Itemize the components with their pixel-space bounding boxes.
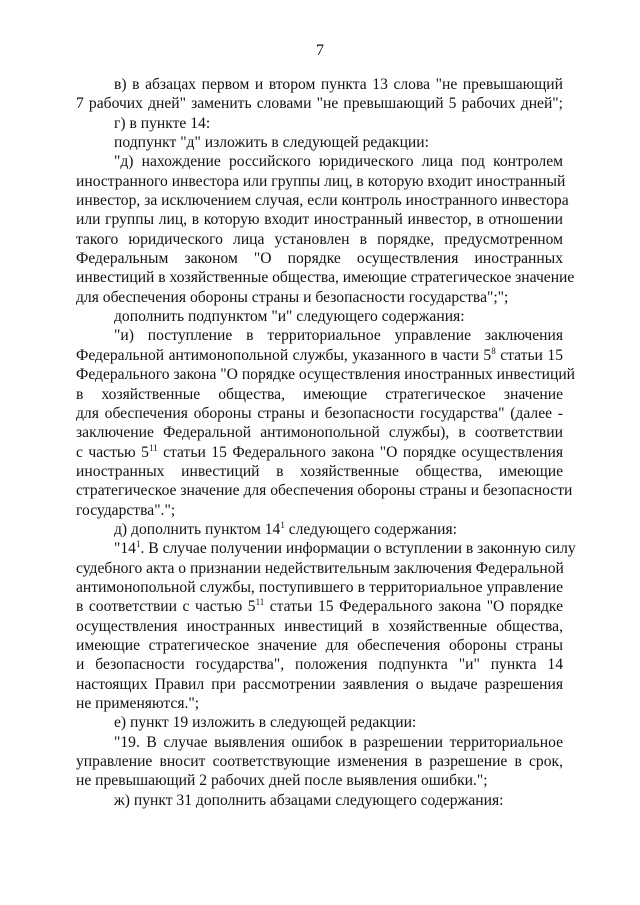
- text-line: Федеральным законом "О порядке осуществления иностранных: [76, 250, 563, 268]
- text-line: и безопасности государства", положения подпункта "и" пункта 14: [76, 656, 563, 674]
- text-line: [76, 346, 563, 365]
- text-line: в хозяйственные общества, имеющие стратегическое значение: [76, 385, 563, 403]
- text-line: такого юридического лица установлен в порядке, предусмотренном: [76, 230, 563, 248]
- document-body: [76, 75, 576, 810]
- text-line: г) в пункте 14:: [114, 114, 211, 132]
- text-line: иностранного инвестора или группы лиц, в которую входит иностранный: [76, 172, 566, 190]
- text-line: подпункт "д" изложить в следующей редакции:: [114, 134, 429, 152]
- text-line: ж) пункт 31 дополнить абзацами следующего содержания:: [114, 791, 504, 809]
- text-line: инвестиций в хозяйственные общества, имеющие стратегическое значение: [76, 269, 575, 287]
- text-segment: "14: [114, 540, 136, 558]
- text-segment: статьи 15 Федерального закона "О порядке осуществления: [157, 443, 563, 461]
- superscript: 11: [255, 597, 265, 608]
- text-line: для обеспечения обороны страны и безопасности государства";";: [76, 288, 509, 306]
- text-line: или группы лиц, в которую входит иностранный инвестор, в отношении: [76, 211, 563, 229]
- text-line: судебного акта о признании недействительным заключения Федеральной: [76, 559, 564, 577]
- text-segment: . В случае получении информации о вступлении в законную силу: [140, 540, 576, 558]
- text-segment: с частью 5: [76, 443, 149, 461]
- text-line: е) пункт 19 изложить в следующей редакции:: [114, 714, 417, 732]
- text-line: иностранных инвестиций в хозяйственные общества, имеющие: [76, 462, 563, 480]
- text-line: "19. В случае выявления ошибок в разрешении территориальное: [114, 733, 563, 751]
- superscript: 1: [280, 519, 285, 530]
- text-line: инвестор, за исключением случая, если контроль иностранного инвестора: [76, 192, 569, 210]
- text-segment: следующего содержания:: [284, 520, 457, 538]
- text-line: для обеспечения обороны страны и безопасности государства" (далее -: [76, 404, 563, 422]
- page-number: 7: [316, 42, 324, 59]
- text-line: Федерального закона "О порядке осуществления иностранных инвестиций: [76, 366, 576, 384]
- text-line: стратегическое значение для обеспечения обороны страны и безопасности: [76, 482, 573, 500]
- text-line: не превышающий 2 рабочих дней после выявления ошибки.";: [76, 772, 488, 790]
- text-segment: в соответствии с частью 5: [76, 598, 256, 616]
- text-line: [76, 520, 563, 539]
- text-line: "д) нахождение российского юридического лица под контролем: [114, 153, 563, 171]
- text-line: дополнить подпунктом "и" следующего содержания:: [114, 308, 465, 326]
- text-line: [76, 443, 563, 462]
- text-line: [76, 539, 576, 558]
- text-segment: д) дополнить пунктом 14: [114, 520, 281, 538]
- text-line: не применяются.";: [76, 695, 200, 712]
- text-line: [76, 597, 563, 616]
- text-line: государства".";: [76, 501, 176, 519]
- text-line: антимонопольной службы, поступившего в территориальное управление: [76, 578, 563, 596]
- text-line: имеющие стратегическое значение для обеспечения обороны страны: [76, 636, 563, 654]
- superscript: 1: [135, 539, 141, 550]
- text-segment: статьи 15: [495, 346, 563, 364]
- text-line: 7 рабочих дней" заменить словами "не превышающий 5 рабочих дней";: [76, 95, 563, 113]
- text-line: заключение Федеральной антимонопольной службы), в соответствии: [76, 424, 563, 442]
- text-segment: Федеральной антимонопольной службы, указанного в части 5: [76, 346, 492, 364]
- text-segment: статьи 15 Федерального закона "О порядке: [264, 598, 563, 616]
- text-line: настоящих Правил при рассмотрении заявления о выдаче разрешения: [76, 675, 563, 693]
- superscript: 11: [148, 442, 158, 453]
- superscript: 8: [491, 345, 496, 356]
- text-line: "и) поступление в территориальное управление заключения: [114, 327, 563, 345]
- text-line: в) в абзацах первом и втором пункта 13 слова "не превышающий: [114, 76, 563, 93]
- text-line: управление вносит соответствующие изменения в разрешение в срок,: [76, 753, 563, 771]
- text-line: осуществления иностранных инвестиций в хозяйственные общества,: [76, 617, 563, 635]
